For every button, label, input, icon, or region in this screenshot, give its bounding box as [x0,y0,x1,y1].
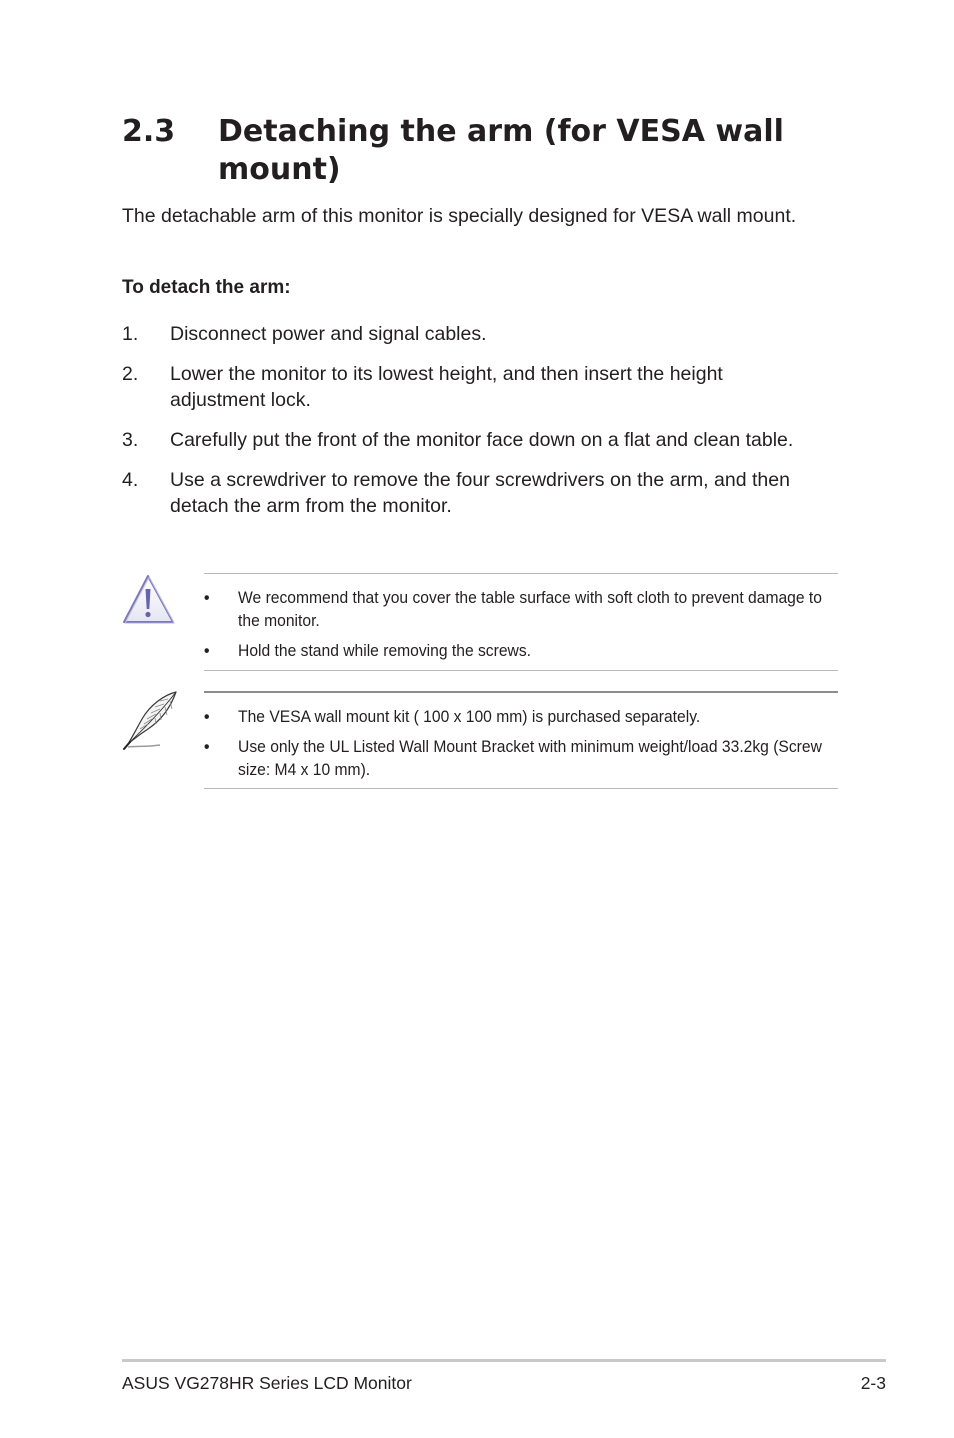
step-number: 3. [122,429,139,451]
step-text: Lower the monitor to its lowest height, and then insert the height adjustment lock. [170,363,723,411]
footer-product-name: ASUS VG278HR Series LCD Monitor [122,1373,412,1393]
caution-list [204,586,838,662]
bullet-mark: • [204,707,210,726]
procedure-heading: To detach the arm: [122,277,291,298]
section-number: 2.3 [122,114,176,149]
note-item [204,735,839,781]
procedure-steps [122,321,822,533]
caution-text: We recommend that you cover the table surface with soft cloth to prevent damage to the monitor. [238,588,822,630]
quill-pen-icon [120,689,180,751]
caution-item [204,639,839,662]
bullet-mark: • [204,588,210,607]
step-number: 1. [122,323,139,345]
section-heading [122,113,842,189]
note-item [204,705,839,728]
footer-divider [122,1359,886,1362]
caution-triangle-icon [122,573,176,625]
section-title: Detaching the arm (for VESA wall mount) [218,114,784,187]
bullet-mark: • [204,737,210,756]
note-text: The VESA wall mount kit ( 100 x 100 mm) is purchased separately. [238,707,701,726]
note-list [204,705,838,781]
procedure-step [122,321,822,347]
footer-page-number: 2-3 [860,1373,886,1393]
step-number: 4. [122,469,139,491]
caution-item [204,586,839,632]
procedure-step [122,427,822,453]
note-text: Use only the UL Listed Wall Mount Bracket with minimum weight/load 33.2kg (Screw size: M4 x 10 mm). [238,737,822,779]
note-box [204,691,838,789]
step-text: Carefully put the front of the monitor face down on a flat and clean table. [170,429,794,451]
step-number: 2. [122,363,139,385]
procedure-step [122,361,822,413]
caution-box [204,573,838,671]
bullet-mark: • [204,641,210,660]
caution-text: Hold the stand while removing the screws. [238,641,532,660]
step-text: Use a screwdriver to remove the four screwdrivers on the arm, and then detach the arm from the monitor. [170,469,790,517]
intro-paragraph: The detachable arm of this monitor is specially designed for VESA wall mount. [122,205,797,227]
procedure-step [122,467,822,519]
step-text: Disconnect power and signal cables. [170,323,487,345]
